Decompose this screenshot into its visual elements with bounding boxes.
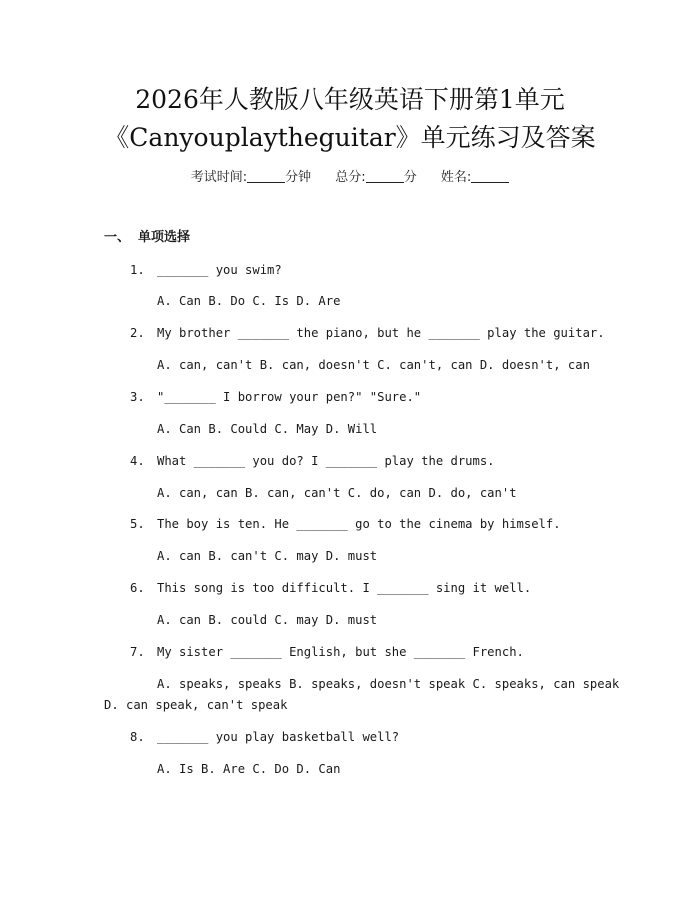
question-text: What _______ you do? I _______ play the drums. [157, 454, 495, 468]
exam-name-label: 姓名: [440, 170, 472, 185]
question-text: _______ you play basketball well? [157, 730, 400, 744]
exam-time [191, 168, 311, 188]
question-text: "_______ I borrow your pen?" "Sure." [157, 390, 422, 404]
exam-time-unit: 分钟 [285, 170, 312, 185]
exam-score-label: 总分: [335, 170, 366, 185]
question-number: 1. [130, 263, 145, 277]
question-text: _______ you swim? [157, 263, 282, 277]
exam-time-label: 考试时间: [190, 170, 248, 185]
exam-score-blank [366, 168, 404, 183]
exam-name [441, 168, 509, 188]
exam-score [335, 168, 416, 188]
question-text: My sister _______ English, but she _______ French. [157, 645, 524, 659]
document-title-line1: 2026年人教版八年级英语下册第1单元 [135, 85, 565, 114]
question-6-options: A. can B. could C. may D. must [157, 613, 378, 627]
question-2-options: A. can, can't B. can, doesn't C. can't, can D. doesn't, can [157, 358, 590, 372]
question-7-options: A. speaks, speaks B. speaks, doesn't speak C. speaks, can speak [157, 677, 620, 691]
question-number: 4. [130, 454, 145, 468]
question-number: 3. [130, 390, 145, 404]
exam-time-blank [247, 168, 285, 183]
exam-score-unit: 分 [403, 170, 417, 185]
question-8-options: A. Is B. Are C. Do D. Can [157, 762, 341, 776]
section-title: 单项选择 [138, 230, 191, 245]
question-text: The boy is ten. He _______ go to the cinema by himself. [157, 517, 561, 531]
exam-info [0, 168, 700, 188]
question-text: My brother _______ the piano, but he _______ play the guitar. [157, 326, 605, 340]
question-number: 8. [130, 730, 145, 744]
exam-name-blank [471, 168, 509, 183]
question-text: This song is too difficult. I _______ sing it well. [157, 581, 532, 595]
question-number: 6. [130, 581, 145, 595]
section-heading [104, 228, 190, 248]
question-number: 7. [130, 645, 145, 659]
question-5-options: A. can B. can't C. may D. must [157, 549, 378, 563]
question-number: 2. [130, 326, 145, 340]
question-number: 5. [130, 517, 145, 531]
document-title-line2: 《Canyouplaytheguitar》单元练习及答案 [104, 123, 596, 152]
section-number: 一、 [104, 230, 131, 245]
question-4-options: A. can, can B. can, can't C. do, can D. do, can't [157, 486, 517, 500]
question-3-options: A. Can B. Could C. May D. Will [157, 422, 378, 436]
question-7-options-continued: D. can speak, can't speak [104, 698, 288, 712]
question-1-options: A. Can B. Do C. Is D. Are [157, 294, 341, 308]
